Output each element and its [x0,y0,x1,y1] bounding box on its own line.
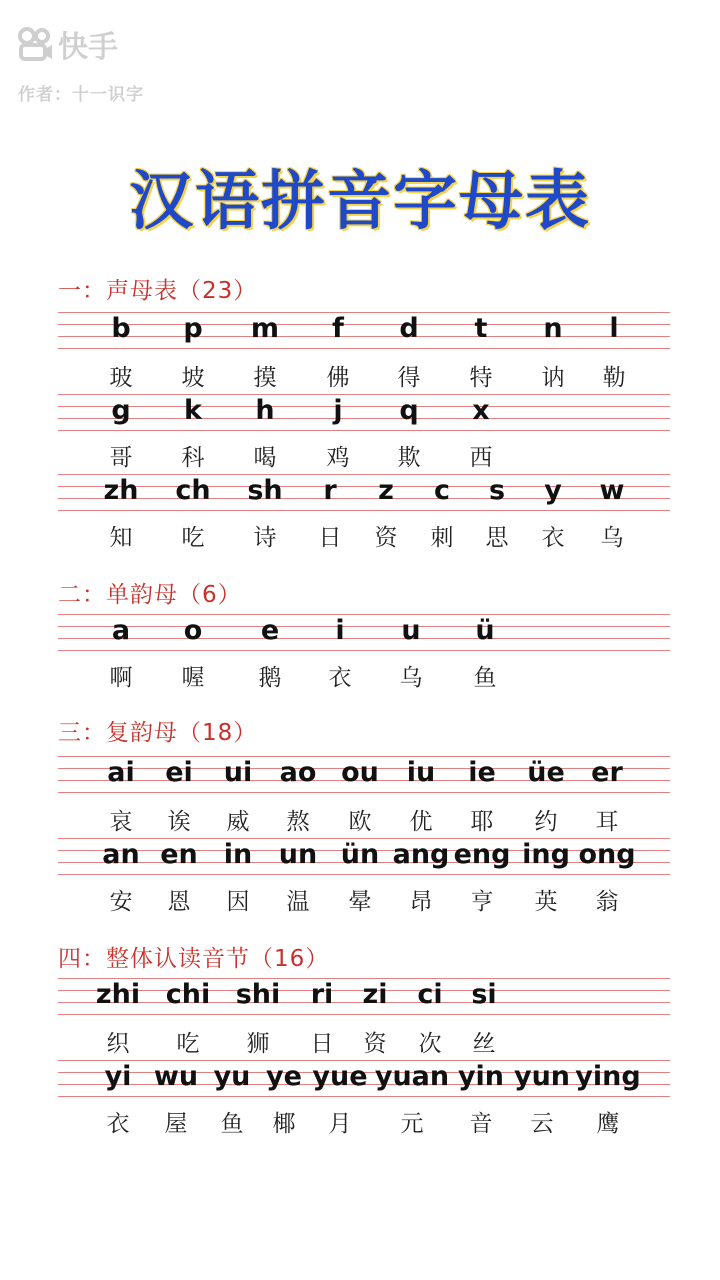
page-title: 汉语拼音字母表 [129,165,591,239]
hanzi-row [58,884,670,920]
section-heading: 三：复韵母（18） [58,720,258,746]
pinyin-syllable: eng [453,839,511,870]
example-character: 屋 [164,1111,188,1137]
pinyin-syllable: yu [213,1061,251,1092]
brand-name: 快手 [58,30,118,65]
example-character: 资 [374,525,398,551]
example-character: 吃 [181,525,205,551]
example-character: 西 [469,445,493,471]
pinyin-syllable: chi [165,979,211,1010]
ruled-line [58,874,670,875]
pinyin-syllable: ei [165,757,193,788]
pinyin-syllable: o [183,615,203,646]
pinyin-syllable: wu [153,1061,199,1092]
pinyin-syllable: a [111,615,131,646]
ruled-line [58,650,670,651]
pinyin-row [58,756,670,794]
example-character: 熬 [286,809,310,835]
pinyin-syllable: en [160,839,198,870]
pinyin-syllable: zh [103,475,139,506]
example-character: 安 [109,889,133,915]
example-character: 哥 [109,445,133,471]
example-character: 得 [397,365,421,391]
hanzi-row [58,804,670,840]
pinyin-syllable: w [599,475,625,506]
example-character: 刺 [430,525,454,551]
example-character: 云 [530,1111,554,1137]
example-character: 日 [310,1031,334,1057]
example-character: 科 [181,445,205,471]
pinyin-syllable: ying [575,1061,641,1092]
example-character: 玻 [109,365,133,391]
example-character: 知 [109,525,133,551]
pinyin-syllable: yue [312,1061,368,1092]
pinyin-syllable: c [433,475,450,506]
pinyin-syllable: r [323,475,337,506]
ruled-line [58,510,670,511]
pinyin-syllable: shi [235,979,281,1010]
example-character: 晕 [348,889,372,915]
example-character: 特 [469,365,493,391]
example-character: 啊 [109,665,133,691]
example-character: 勒 [602,365,626,391]
pinyin-syllable: ang [392,839,450,870]
section-heading: 一：声母表（23） [58,278,258,304]
example-character: 耳 [595,809,619,835]
pinyin-syllable: e [260,615,280,646]
example-character: 衣 [106,1111,130,1137]
pinyin-syllable: h [255,395,275,426]
example-character: 优 [409,809,433,835]
example-character: 鹅 [258,665,282,691]
example-character: 讷 [541,365,565,391]
hanzi-row [58,1026,670,1062]
example-character: 诶 [167,809,191,835]
example-character: 坡 [181,365,205,391]
kuaishou-logo-icon [18,27,54,61]
pinyin-syllable: ri [310,979,334,1010]
example-character: 哀 [109,809,133,835]
pinyin-syllable: ci [417,979,443,1010]
pinyin-row [58,614,670,652]
pinyin-syllable: yun [513,1061,571,1092]
pinyin-row [58,312,670,350]
example-character: 衣 [541,525,565,551]
pinyin-syllable: sh [247,475,283,506]
ruled-line [58,1014,670,1015]
pinyin-syllable: an [102,839,140,870]
pinyin-row [58,474,670,512]
example-character: 翁 [595,889,619,915]
example-character: 吃 [176,1031,200,1057]
pinyin-syllable: ün [340,839,380,870]
pinyin-syllable: z [378,475,394,506]
pinyin-syllable: q [399,395,419,426]
pinyin-syllable: s [488,475,506,506]
author-credit: 作者：十一识字 [18,85,144,105]
example-character: 因 [226,889,250,915]
pinyin-syllable: ou [341,757,379,788]
pinyin-syllable: ye [266,1061,302,1092]
pinyin-syllable: ü [475,615,495,646]
ruled-line [58,348,670,349]
example-character: 月 [328,1111,352,1137]
example-character: 欺 [397,445,421,471]
pinyin-syllable: er [591,757,623,788]
example-character: 鸡 [326,445,350,471]
example-character: 椰 [272,1111,296,1137]
pinyin-syllable: un [278,839,318,870]
hanzi-row [58,520,670,556]
pinyin-syllable: x [472,395,490,426]
ruled-line [58,430,670,431]
ruled-line [58,394,670,395]
example-character: 鱼 [473,665,497,691]
kuaishou-logo [18,22,144,66]
pinyin-syllable: yuan [374,1061,450,1092]
pinyin-syllable: u [401,615,421,646]
example-character: 日 [318,525,342,551]
example-character: 乌 [600,525,624,551]
pinyin-syllable: y [544,475,562,506]
pinyin-syllable: ie [468,757,496,788]
example-character: 约 [534,809,558,835]
pinyin-syllable: ai [107,757,135,788]
pinyin-syllable: m [250,313,280,344]
pinyin-syllable: t [474,313,488,344]
example-character: 喔 [181,665,205,691]
pinyin-syllable: zi [362,979,388,1010]
section-heading: 二：单韵母（6） [58,582,242,608]
pinyin-syllable: n [543,313,563,344]
example-character: 鹰 [596,1111,620,1137]
pinyin-syllable: zhi [95,979,141,1010]
pinyin-syllable: f [332,313,344,344]
example-character: 丝 [472,1031,496,1057]
example-character: 耶 [470,809,494,835]
pinyin-syllable: si [471,979,497,1010]
example-character: 摸 [253,365,277,391]
pinyin-row [58,978,670,1016]
section-heading: 四：整体认读音节（16） [58,946,330,972]
ruled-line [58,614,670,615]
hanzi-row [58,360,670,396]
example-character: 元 [400,1111,424,1137]
example-character: 乌 [399,665,423,691]
hanzi-row [58,440,670,476]
pinyin-syllable: p [183,313,203,344]
pinyin-syllable: ong [578,839,636,870]
example-character: 诗 [253,525,277,551]
pinyin-syllable: l [609,313,619,344]
example-character: 欧 [348,809,372,835]
example-character: 织 [106,1031,130,1057]
example-character: 温 [286,889,310,915]
pinyin-syllable: ao [279,757,317,788]
pinyin-syllable: ing [522,839,570,870]
ruled-line [58,1096,670,1097]
pinyin-syllable: iu [406,757,436,788]
watermark [18,22,144,105]
pinyin-row [58,394,670,432]
pinyin-row [58,1060,670,1098]
pinyin-syllable: k [184,395,202,426]
pinyin-syllable: ch [175,475,211,506]
hanzi-row [58,1106,670,1142]
example-character: 次 [418,1031,442,1057]
pinyin-syllable: in [223,839,253,870]
ruled-line [58,792,670,793]
pinyin-syllable: g [111,395,131,426]
pinyin-syllable: i [335,615,345,646]
ruled-line [58,474,670,475]
example-character: 音 [469,1111,493,1137]
pinyin-syllable: ui [223,757,253,788]
example-character: 亨 [470,889,494,915]
pinyin-row [58,838,670,876]
pinyin-syllable: j [333,395,343,426]
pinyin-syllable: d [399,313,419,344]
example-character: 昂 [409,889,433,915]
pinyin-syllable: üe [527,757,565,788]
example-character: 资 [363,1031,387,1057]
example-character: 思 [485,525,509,551]
example-character: 衣 [328,665,352,691]
ruled-line [58,312,670,313]
pinyin-syllable: yi [104,1061,132,1092]
example-character: 英 [534,889,558,915]
hanzi-row [58,660,670,696]
example-character: 狮 [246,1031,270,1057]
pinyin-syllable: b [111,313,131,344]
example-character: 恩 [167,889,191,915]
pinyin-syllable: yin [457,1061,505,1092]
example-character: 鱼 [220,1111,244,1137]
example-character: 威 [226,809,250,835]
example-character: 喝 [253,445,277,471]
example-character: 佛 [326,365,350,391]
